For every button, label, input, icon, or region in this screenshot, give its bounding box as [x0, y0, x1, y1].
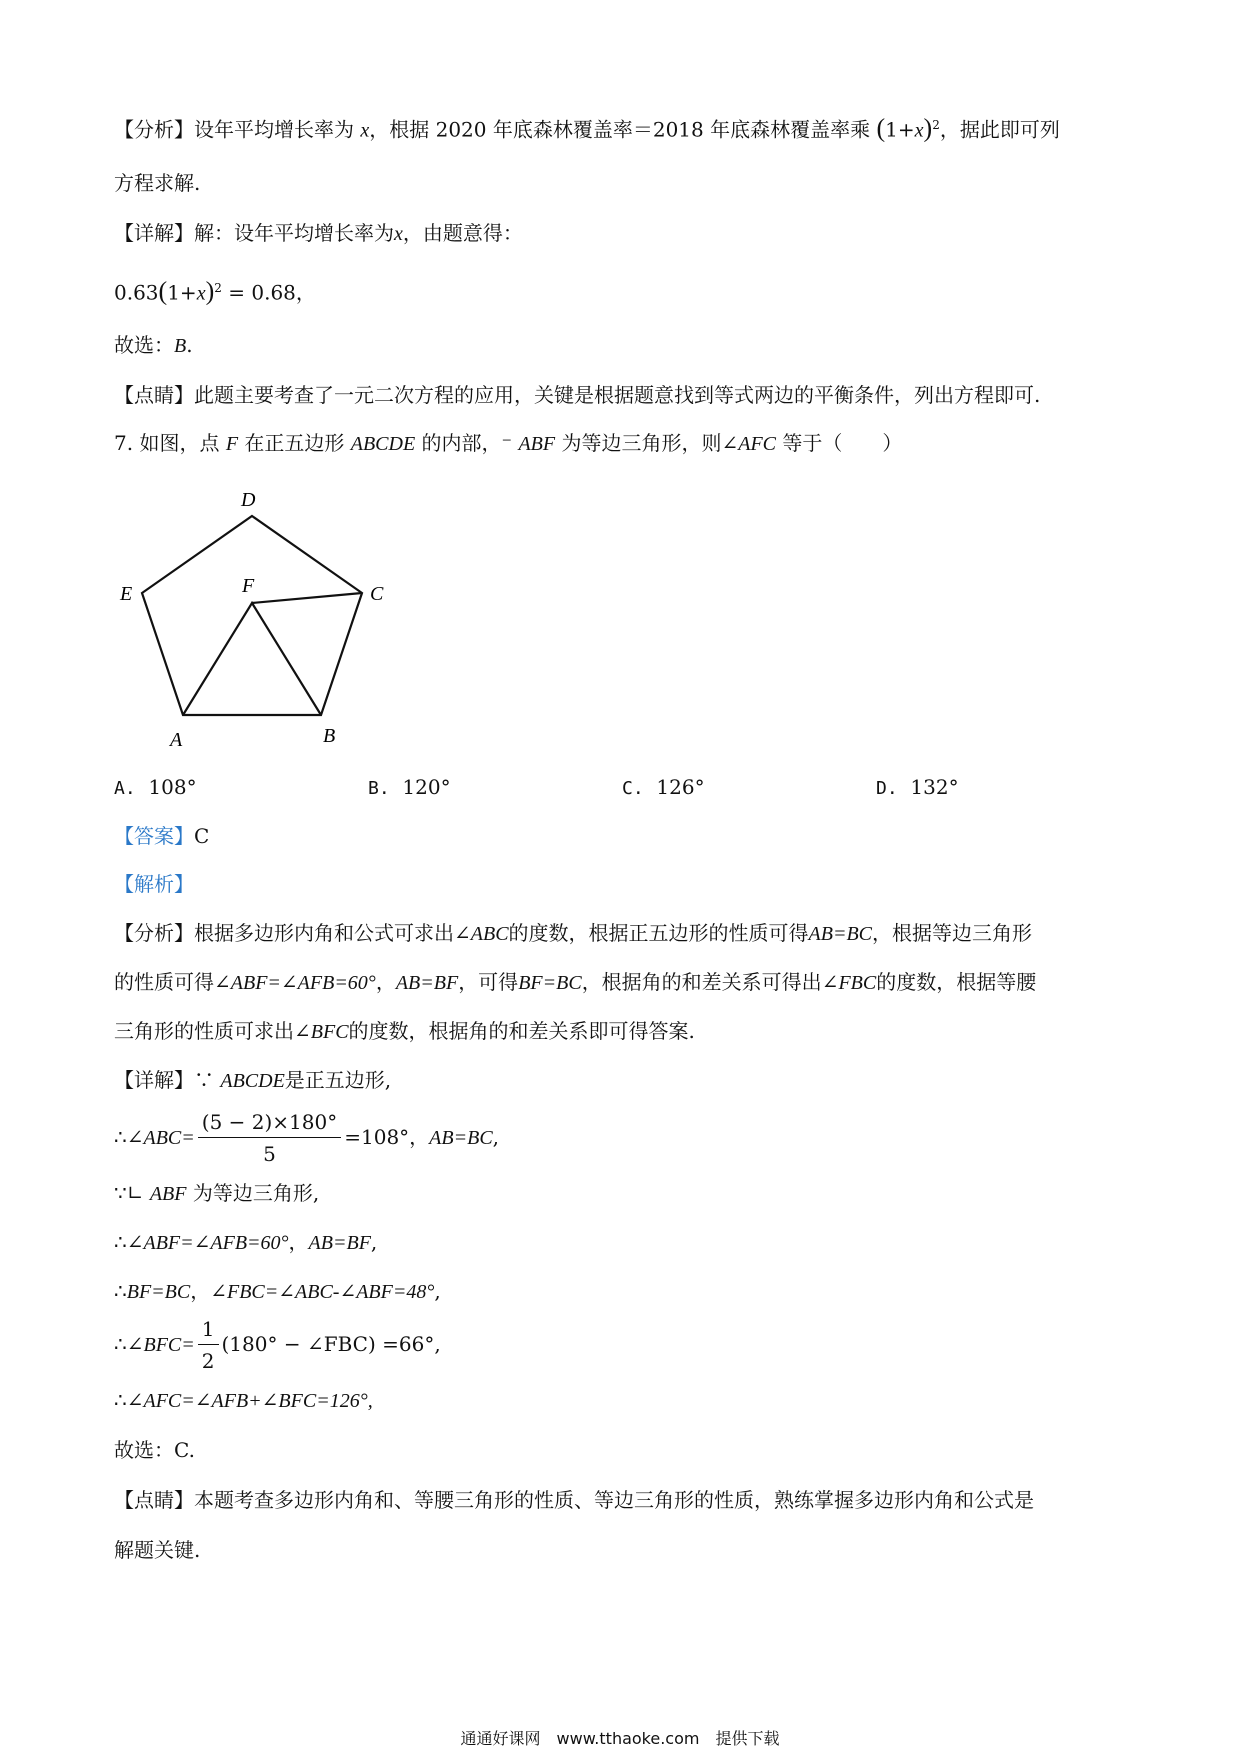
answer-line	[114, 821, 209, 851]
analysis-line-2: 的性质可得∠ABF=∠AFB=60°，AB=BF，可得BF=BC，根据角的和差关系可得出∠FBC的度数，根据等腰	[114, 970, 1037, 994]
explain-label: 【解析】	[114, 872, 194, 896]
prev-analysis-line-2: 方程求解.	[114, 171, 201, 195]
question-number: 7.	[114, 431, 134, 455]
analysis-label: 【分析】	[114, 921, 194, 945]
option-b[interactable]: B. 120°	[368, 775, 451, 799]
label-e: E	[120, 583, 133, 605]
question-7: 7. 如图，点 F 在正五边形 ABCDE 的内部，⁻ ABF 为等边三角形，则∠AFC 等于（ ）	[114, 431, 903, 455]
label-d: D	[241, 489, 256, 511]
page-footer: 通通好课网 www.tthaoke.com 提供下载	[460, 1729, 780, 1748]
label-b: B	[323, 725, 336, 747]
prev-detail-label: 【详解】	[114, 221, 194, 245]
detail-step-7: ∴∠AFC=∠AFB+∠BFC=126°,	[114, 1388, 373, 1412]
fraction-half: $\frac{1}{2}$	[198, 1314, 219, 1377]
option-d[interactable]: D. 132°	[876, 775, 959, 799]
detail-step-3: ∵∟ ABF 为等边三角形,	[114, 1181, 320, 1205]
prev-comment-label: 【点睛】	[114, 383, 194, 407]
detail-step-2: ∴∠ABC= $\frac{(5 - 2)\times 180^\circ}{5}$ =108°，AB=BC,	[114, 1105, 499, 1170]
option-c[interactable]: C. 126°	[622, 775, 705, 799]
comment-label: 【点睛】	[114, 1488, 194, 1512]
detail-label: 【详解】	[114, 1068, 194, 1092]
comment-line-2: 解题关键.	[114, 1538, 201, 1562]
analysis-line-3: 三角形的性质可求出∠BFC的度数，根据角的和差关系即可得答案.	[114, 1019, 695, 1043]
label-c: C	[370, 583, 384, 605]
detail-step-6: ∴∠BFC= $\frac{1}{2}$ (180° − ∠FBC) =66°,	[114, 1312, 441, 1377]
pentagon-abcde	[142, 516, 362, 715]
detail-step-5: ∴BF=BC，∠FBC=∠ABC-∠ABF=48°,	[114, 1279, 441, 1303]
prev-analysis-line-1: 【分析】设年平均增长率为 x，根据 2020 年底森林覆盖率＝2018 年底森林覆盖率乘 $(1+x)^2$，据此即可列	[114, 113, 1060, 143]
prev-analysis-label: 【分析】	[114, 117, 194, 142]
analysis-line-1: 【分析】根据多边形内角和公式可求出∠ABC的度数，根据正五边形的性质可得AB=BC，根据等边三角形	[114, 921, 1033, 945]
fraction-108: $\frac{(5 - 2)\times 180^\circ}{5}$	[198, 1107, 341, 1170]
prev-choice: 故选：B.	[114, 333, 193, 357]
prev-comment: 【点睛】此题主要考查了一元二次方程的应用，关键是根据题意找到等式两边的平衡条件，列出方程即可.	[114, 383, 1041, 407]
pentagon-figure	[112, 472, 412, 762]
prev-equation: $0.63(1+x)^2 = 0.68$，	[114, 276, 316, 306]
answer-value: C	[194, 824, 210, 848]
option-a[interactable]: A. 108°	[114, 775, 197, 799]
segment-fc	[252, 593, 362, 603]
answer-label: 【答案】	[114, 824, 194, 848]
triangle-abf	[183, 603, 321, 715]
detail-step-4: ∴∠ABF=∠AFB=60°，AB=BF,	[114, 1230, 378, 1254]
comment-line-1: 【点睛】本题考查多边形内角和、等腰三角形的性质、等边三角形的性质，熟练掌握多边形内角和公式是	[114, 1488, 1034, 1512]
prev-detail-line: 【详解】解：设年平均增长率为x，由题意得：	[114, 221, 523, 245]
label-f: F	[242, 575, 255, 597]
label-a: A	[170, 729, 183, 751]
detail-choice: 故选：C.	[114, 1438, 195, 1462]
detail-step-1: 【详解】∵ ABCDE是正五边形,	[114, 1068, 392, 1092]
